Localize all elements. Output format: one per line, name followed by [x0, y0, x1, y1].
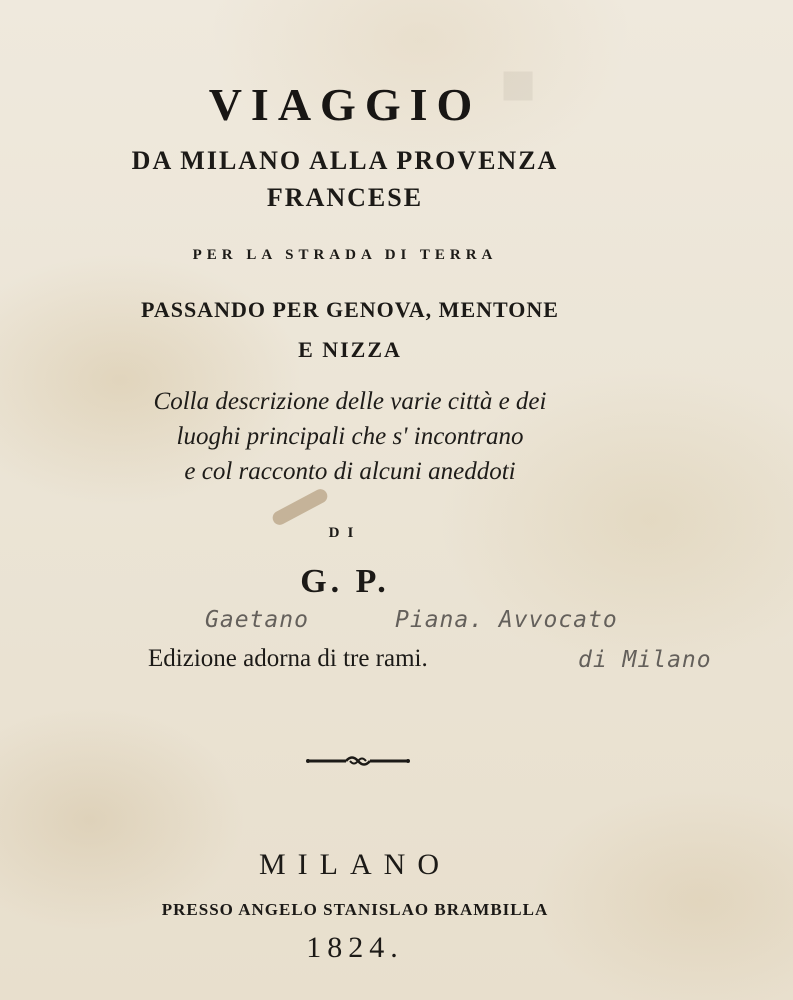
- handwritten-surname-title: Piana. Avvocato: [395, 607, 618, 633]
- author-initials: G. P.: [300, 563, 390, 600]
- bleed-through-mark: ■: [500, 51, 537, 117]
- paper-stain: [270, 487, 330, 528]
- via-line-1: PASSANDO PER GENOVA, MENTONE: [141, 297, 559, 322]
- imprint-city: MILANO: [259, 848, 451, 881]
- handwritten-first-name: Gaetano: [205, 607, 309, 633]
- book-title: VIAGGIO: [208, 79, 482, 130]
- description-line-1: Colla descrizione delle varie città e dei: [153, 388, 547, 415]
- publication-year: 1824.: [306, 931, 404, 964]
- edition-note: Edizione adorna di tre rami.: [148, 645, 428, 672]
- subtitle-line-2: FRANCESE: [266, 183, 424, 212]
- printers-ornament-icon: [306, 752, 410, 770]
- route-line: PER LA STRADA DI TERRA: [192, 247, 498, 263]
- via-line-2: E NIZZA: [298, 337, 402, 362]
- handwritten-city: di Milano: [578, 647, 712, 673]
- subtitle-line-1: DA MILANO ALLA PROVENZA: [131, 146, 559, 175]
- description-line-3: e col racconto di alcuni aneddoti: [184, 458, 516, 485]
- description-line-2: luoghi principali che s' incontrano: [176, 423, 524, 450]
- by-label: DI: [328, 525, 362, 541]
- publisher: PRESSO ANGELO STANISLAO BRAMBILLA: [161, 900, 549, 919]
